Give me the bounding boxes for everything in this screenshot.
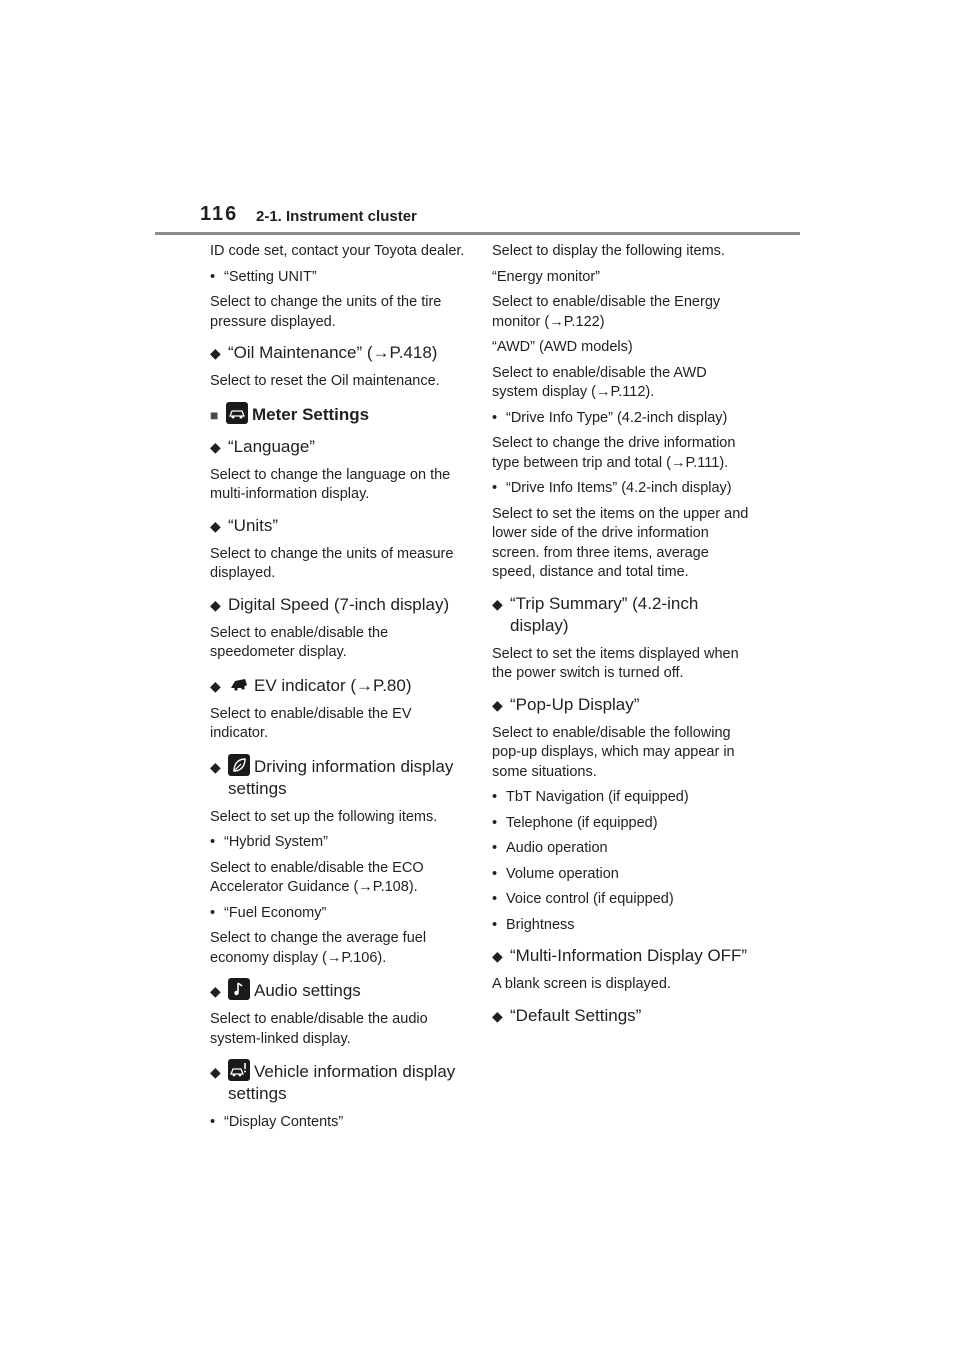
item-heading <box>210 978 470 1002</box>
bullet-glyph: • <box>492 916 498 933</box>
diamond-bullet: ◆ <box>492 1007 503 1024</box>
diamond-bullet: ◆ <box>492 696 503 713</box>
heading-text: Vehicle information display settings <box>228 1062 456 1103</box>
list-item-text: “Fuel Economy” <box>224 904 327 921</box>
paragraph: Select to change the language on the multi-information display. <box>210 466 451 502</box>
list-item-text: “Drive Info Items” (4.2-inch display) <box>506 480 732 496</box>
list-item <box>492 814 752 834</box>
diamond-bullet: ◆ <box>492 948 503 964</box>
paragraph: Select to set up the following items. <box>210 808 438 825</box>
list-item-text: Volume operation <box>506 865 619 882</box>
music-note-icon <box>228 978 250 1000</box>
list-item <box>492 890 752 910</box>
bullet-glyph: • <box>492 814 498 831</box>
diamond-bullet: ◆ <box>210 438 221 455</box>
item-heading <box>492 694 752 716</box>
bullet-glyph: • <box>492 865 498 882</box>
bullet-glyph: • <box>492 840 498 856</box>
paragraph: “AWD” (AWD models) <box>492 339 633 355</box>
heading-text: Audio settings <box>254 981 361 1000</box>
bullet-glyph: • <box>492 409 498 426</box>
list-item <box>210 904 470 924</box>
list-item-text: Audio operation <box>506 840 608 856</box>
list-item <box>492 865 752 885</box>
paragraph: ID code set, contact your Toyota dealer. <box>210 243 465 259</box>
paragraph: Select to change the average fuel economy display (→P.106). <box>210 930 427 966</box>
section-title: 2-1. Instrument cluster <box>256 208 417 225</box>
item-heading <box>210 754 470 800</box>
right-column <box>492 242 752 1035</box>
paragraph: A blank screen is displayed. <box>492 976 671 992</box>
list-item <box>210 1113 470 1133</box>
list-item-text: “Setting UNIT” <box>224 268 317 285</box>
paragraph: Select to change the units of the tire pressure displayed. <box>210 294 442 330</box>
page-header <box>200 203 800 235</box>
list-item <box>492 916 752 936</box>
list-item-text: Brightness <box>506 916 575 933</box>
list-item <box>210 833 470 853</box>
heading-text: “Multi-Information Display OFF” <box>510 946 748 965</box>
heading-text: “Units” <box>228 515 279 535</box>
item-heading <box>492 945 752 967</box>
page-number: 116 <box>200 203 239 225</box>
paragraph: Select to enable/disable the AWD system display (→P.112). <box>492 364 707 400</box>
heading-text: Meter Settings <box>252 404 370 424</box>
heading-text: “Oil Maintenance” (→P.418) <box>228 343 438 362</box>
list-item <box>210 268 470 288</box>
paragraph: Select to set the items on the upper and lower side of the drive information screen. from three items, average speed, distance and total time. <box>492 505 749 580</box>
diamond-bullet: ◆ <box>210 517 221 534</box>
bullet-glyph: • <box>492 480 498 496</box>
item-heading <box>210 436 470 458</box>
list-item-text: “Drive Info Type” (4.2-inch display) <box>506 409 728 426</box>
header-rule <box>155 232 800 235</box>
diamond-bullet: ◆ <box>210 596 221 613</box>
paragraph: Select to display the following items. <box>492 243 725 259</box>
bullet-glyph: • <box>210 904 216 921</box>
diamond-bullet: ◆ <box>210 1064 221 1080</box>
paragraph: Select to reset the Oil maintenance. <box>210 373 440 389</box>
diamond-bullet: ◆ <box>210 677 221 694</box>
bullet-glyph: • <box>210 1114 216 1130</box>
bullet-glyph: • <box>492 789 498 805</box>
bullet-glyph: • <box>210 268 216 285</box>
list-item-text: “Hybrid System” <box>224 834 328 850</box>
diamond-bullet: ◆ <box>492 595 503 612</box>
item-heading <box>492 1005 752 1027</box>
paragraph: Select to change the drive information type between trip and total (→P.111). <box>492 435 736 471</box>
diamond-bullet: ◆ <box>210 983 221 999</box>
item-heading <box>210 673 470 697</box>
paragraph: “Energy monitor” <box>492 268 600 285</box>
paragraph: Select to enable/disable the speedometer display. <box>210 624 389 660</box>
heading-text: “Language” <box>228 436 315 456</box>
list-item-text: “Display Contents” <box>224 1114 344 1130</box>
paragraph: Select to change the units of measure displayed. <box>210 545 454 581</box>
item-heading <box>210 515 470 537</box>
list-item <box>492 479 752 499</box>
item-heading <box>210 342 470 364</box>
item-heading <box>210 1059 470 1105</box>
diamond-bullet: ◆ <box>210 345 221 361</box>
left-column <box>210 242 470 1139</box>
list-item-text: Voice control (if equipped) <box>506 891 674 907</box>
paragraph: Select to enable/disable the ECO Accelerator Guidance (→P.108). <box>210 859 424 895</box>
paragraph: Select to enable/disable the Energy monitor (→P.122) <box>492 294 721 330</box>
item-heading <box>210 594 470 616</box>
heading-text: “Default Settings” <box>510 1005 642 1025</box>
bullet-glyph: • <box>492 891 498 907</box>
heading-text: “Pop-Up Display” <box>510 694 640 714</box>
heading-text: EV indicator (→P.80) <box>254 675 412 695</box>
heading-text: Driving information display settings <box>228 756 454 798</box>
item-heading <box>492 593 752 637</box>
list-item-text: Telephone (if equipped) <box>506 814 658 831</box>
leaf-icon <box>228 754 250 776</box>
vehicle-info-icon <box>228 1059 250 1081</box>
heading-text: Digital Speed (7-inch display) <box>228 594 450 614</box>
diamond-bullet: ◆ <box>210 758 221 775</box>
section-heading <box>210 402 470 426</box>
paragraph: Select to enable/disable the EV indicator. <box>210 705 412 741</box>
bullet-glyph: • <box>210 834 216 850</box>
heading-text: “Trip Summary” (4.2-inch display) <box>510 593 699 635</box>
car-meter-icon <box>226 402 248 424</box>
ev-car-icon <box>228 673 250 695</box>
list-item <box>492 788 752 808</box>
list-item-text: TbT Navigation (if equipped) <box>506 789 689 805</box>
list-item <box>492 839 752 859</box>
paragraph: Select to enable/disable the audio system-linked display. <box>210 1011 428 1047</box>
paragraph: Select to enable/disable the following pop-up displays, which may appear in some situations. <box>492 724 735 780</box>
square-bullet: ■ <box>210 406 219 423</box>
list-item <box>492 409 752 429</box>
paragraph: Select to set the items displayed when the power switch is turned off. <box>492 645 739 681</box>
